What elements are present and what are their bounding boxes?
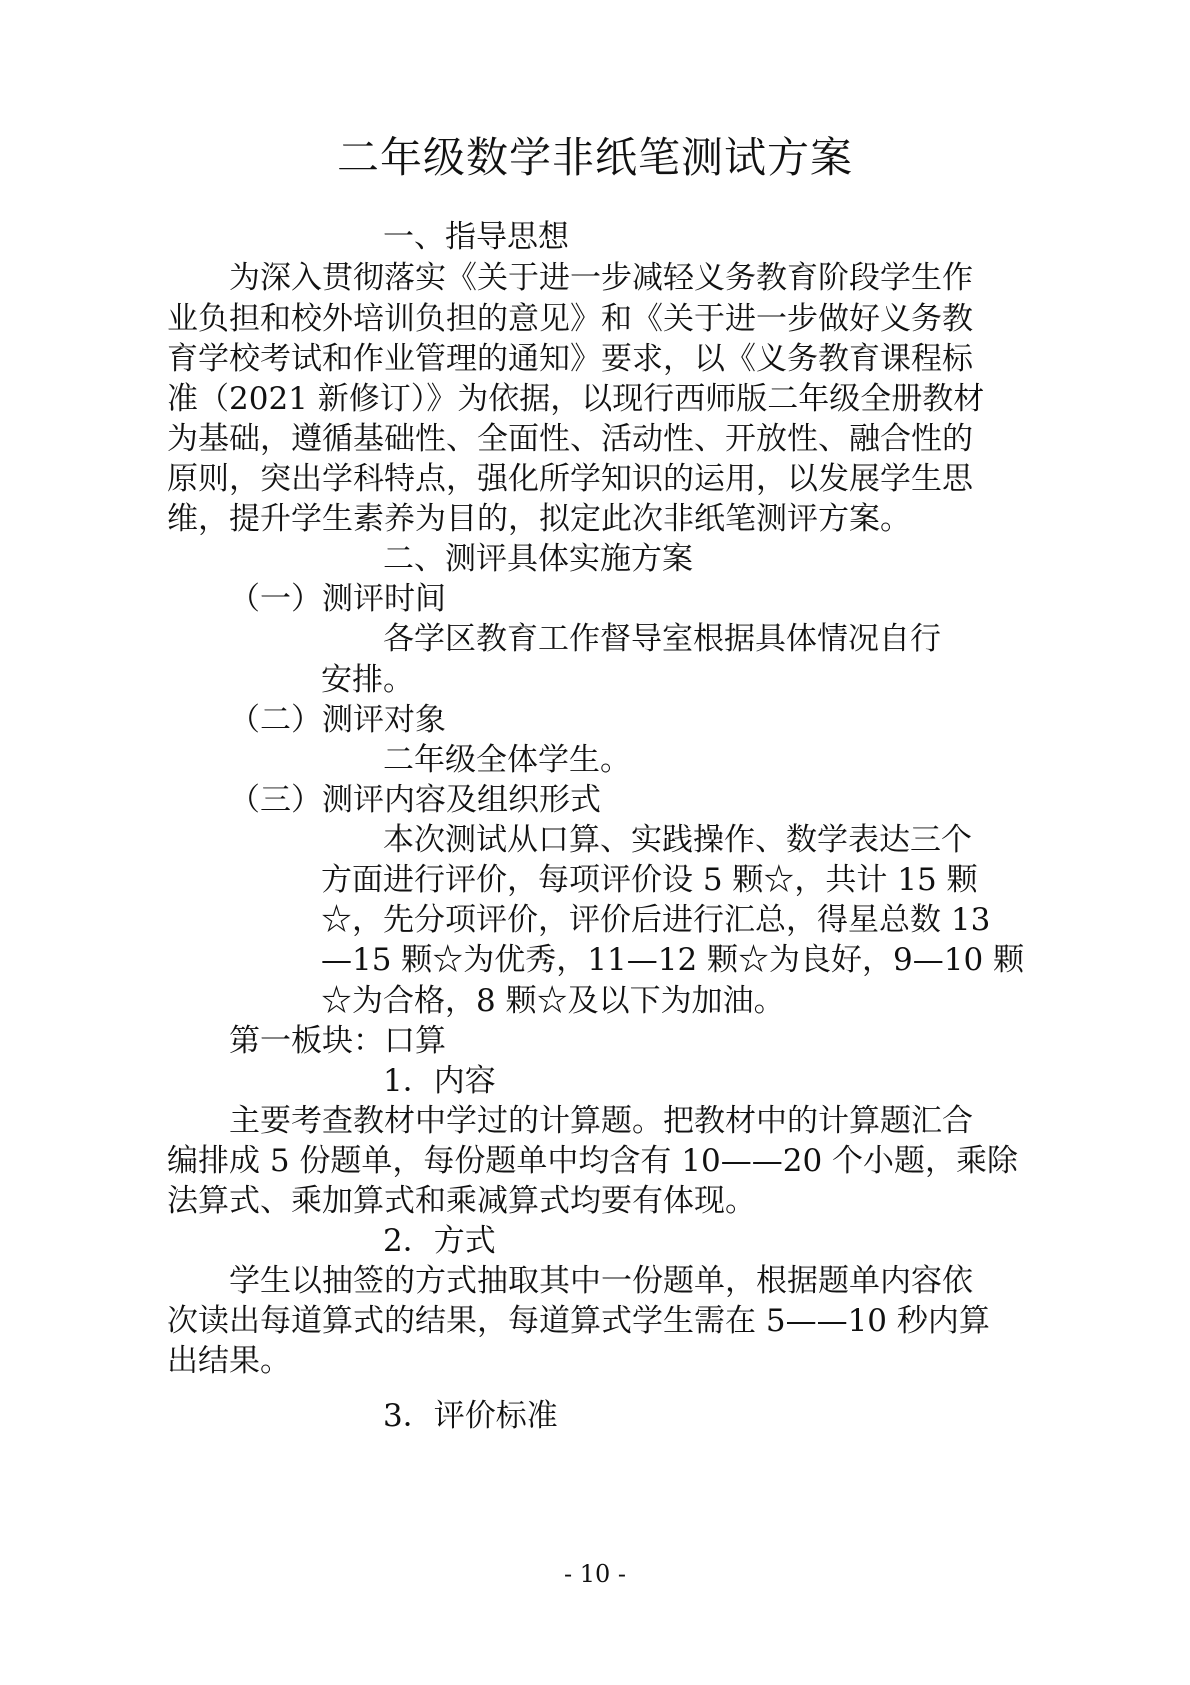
paragraph-line: 学生以抽签的方式抽取其中一份题单，根据题单内容依 [229, 1263, 973, 1299]
paragraph-line: 方面进行评价，每项评价设 5 颗☆，共计 15 颗 [321, 862, 978, 898]
paragraph-line: 编排成 5 份题单，每份题单中均含有 10——20 个小题，乘除 [167, 1143, 1019, 1179]
page-number: - 10 - [563, 1560, 626, 1588]
paragraph-line: 主要考查教材中学过的计算题。把教材中的计算题汇合 [229, 1103, 973, 1139]
paragraph-line: 二年级全体学生。 [383, 742, 631, 778]
subsection-heading-time: （一）测评时间 [229, 581, 446, 617]
item-heading-content: 1．内容 [383, 1063, 496, 1099]
paragraph-line: ☆为合格，8 颗☆及以下为加油。 [321, 983, 785, 1019]
paragraph-line: 法算式、乘加算式和乘减算式均要有体现。 [167, 1183, 756, 1219]
paragraph-line: 维，提升学生素养为目的，拟定此次非纸笔测评方案。 [167, 501, 911, 537]
paragraph-line: 次读出每道算式的结果，每道算式学生需在 5——10 秒内算 [167, 1303, 990, 1339]
block-heading-mental-arithmetic: 第一板块：口算 [229, 1023, 446, 1059]
section-heading-guiding-ideology: 一、指导思想 [383, 219, 569, 255]
paragraph-line: ☆，先分项评价，评价后进行汇总，得星总数 13 [321, 902, 991, 938]
item-heading-method: 2．方式 [383, 1223, 496, 1259]
paragraph-line: 本次测试从口算、实践操作、数学表达三个 [383, 822, 972, 858]
section-heading-implementation-plan: 二、测评具体实施方案 [383, 541, 693, 577]
paragraph-line: 准（2021 新修订）》为依据，以现行西师版二年级全册教材 [167, 381, 985, 417]
subsection-heading-target: （二）测评对象 [229, 702, 446, 738]
paragraph-line: 原则，突出学科特点，强化所学知识的运用，以发展学生思 [167, 461, 973, 497]
paragraph-line: —15 颗☆为优秀，11—12 颗☆为良好，9—10 颗 [321, 942, 1025, 978]
paragraph-line: 出结果。 [167, 1343, 291, 1379]
subsection-heading-content-form: （三）测评内容及组织形式 [229, 782, 601, 818]
item-heading-evaluation-standard: 3．评价标准 [383, 1398, 558, 1434]
paragraph-line: 为基础，遵循基础性、全面性、活动性、开放性、融合性的 [167, 421, 973, 457]
paragraph-line: 业负担和校外培训负担的意见》和《关于进一步做好义务教 [167, 301, 973, 337]
paragraph-line: 各学区教育工作督导室根据具体情况自行 [383, 621, 941, 657]
paragraph-line: 安排。 [321, 662, 414, 698]
document-title: 二年级数学非纸笔测试方案 [336, 133, 853, 182]
paragraph-line: 育学校考试和作业管理的通知》要求，以《义务教育课程标 [167, 341, 973, 377]
paragraph-line: 为深入贯彻落实《关于进一步减轻义务教育阶段学生作 [229, 260, 973, 296]
